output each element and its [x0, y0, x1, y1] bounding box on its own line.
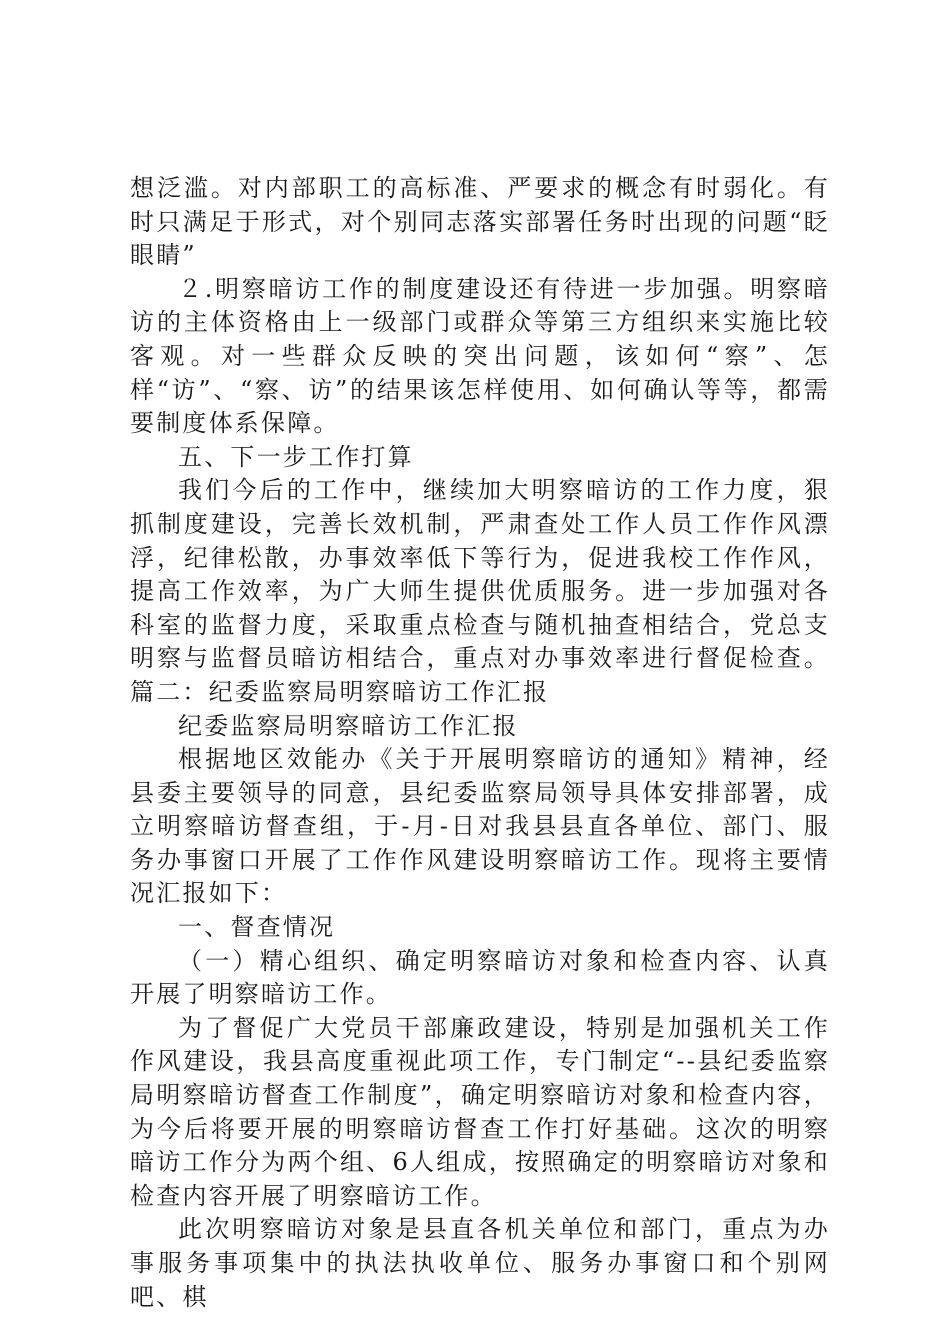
paragraph: 我们今后的工作中，继续加大明察暗访的工作力度，狠抓制度建设，完善长效机制，严肃查处工作人员工作作风漂浮，纪律松散，办事效率低下等行为，促进我校工作作风，提高工作效率，为广大师生提供优质服务。进一步加强对各科室的监督力度，采取重点检查与随机抽查相结合，党总支明察与监督员暗访相结合，重点对办事效率进行督促检查。篇二：纪委监察局明察暗访工作汇报 — [130, 476, 830, 706]
section-heading: 一、督查情况 — [178, 913, 336, 942]
document-body — [130, 172, 830, 1314]
paragraph: 想泛滥。对内部职工的高标准、严要求的概念有时弱化。有时只满足于形式，对个别同志落实部署任务时出现的问题“眨眼睛” — [130, 174, 830, 270]
subsection-heading: （一）精心组织、确定明察暗访对象和检查内容、认真开展了明察暗访工作。 — [130, 946, 830, 1009]
report-title: 纪委监察局明察暗访工作汇报 — [178, 711, 519, 740]
paragraph: 根据地区效能办《关于开展明察暗访的通知》精神，经县委主要领导的同意，县纪委监察局领导具体安排部署，成立明察暗访督查组，于-月-日对我县县直各单位、部门、服务办事窗口开展了工作作风建设明察暗访工作。现将主要情况汇报如下： — [130, 745, 830, 908]
section-heading: 五、下一步工作打算 — [178, 442, 414, 471]
paragraph: 为了督促广大党员干部廉政建设，特别是加强机关工作作风建设，我县高度重视此项工作，专门制定“--县纪委监察局明察暗访督查工作制度”，确定明察暗访对象和检查内容，为今后将要开展的明察暗访督查工作打好基础。这次的明察暗访工作分为两个组、6人组成，按照确定的明察暗访对象和检查内容开展了明察暗访工作。 — [130, 1013, 830, 1210]
paragraph: 此次明察暗访对象是县直各机关单位和部门，重点为办事服务事项集中的执法执收单位、服务办事窗口和个别网吧、棋 — [130, 1215, 830, 1311]
paragraph: ２.明察暗访工作的制度建设还有待进一步加强。明察暗访的主体资格由上一级部门或群众等第三方组织来实施比较客观。对一些群众反映的突出问题，该如何“察”、怎样“访”、“察、访”的结果该怎样使用、如何确认等等，都需要制度体系保障。 — [130, 274, 830, 438]
